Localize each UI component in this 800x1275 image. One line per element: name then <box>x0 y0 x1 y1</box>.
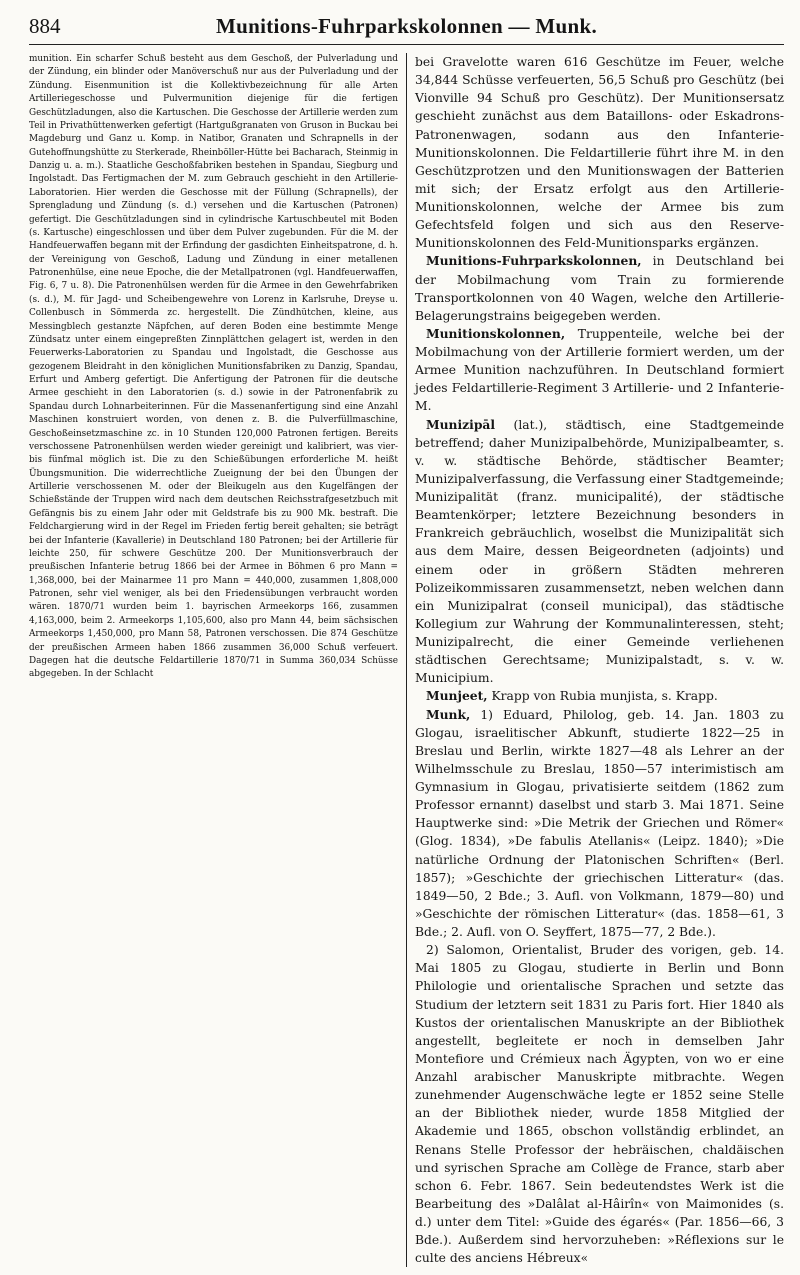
entry-text: 1) Eduard, Philolog, geb. 14. Jan. 1803 zu Glogau, israelitischer Abkunft, studierte 1822—25 in Breslau und Berlin, wirkte 1827—48 als Lehrer an der Wilhelmsschule zu Breslau, 1850—57 interimistisch am Gymnasium in Glogau, privatisierte seitdem (1862 zum Professor ernannt) daselbst und starb 3. Mai 1871. Seine Hauptwerke sind: »Die Metrik der Griechen und Römer« (Glog. 1834), »De fabulis Atellanis« (Leipz. 1840); »Die natürliche Ordnung der Platonischen Schriften« (Berl. 1857); »Geschichte der griechischen Litteratur« (das. 1849—50, 2 Bde.; 3. Aufl. von Volkmann, 1879—80) und »Geschichte der römischen Litteratur« (das. 1858—61, 3 Bde.; 2. Aufl. von O. Seyffert, 1875—77, 2 Bde.). <box>415 707 784 939</box>
entry-munitions-fuhrparkskolonnen <box>415 252 784 325</box>
entry-headword: Munizipāl <box>426 416 496 432</box>
entry-munizipal <box>415 416 784 688</box>
column-divider <box>406 53 407 1267</box>
paragraph: munition. Ein scharfer Schuß besteht aus dem Geschoß, der Pulverladung und der Zündung, ein blinder oder Manöverschuß nur aus der Pulverladung und der Zündung. Eisenmunition ist die Kollektivbezeichnung für alle Arten Artilleriegeschosse und Pulvermunition diejenige für die fertigen Geschützladungen, also die Kartuschen. Die Geschosse der Artillerie werden zum Teil in Privathüttenwerken gefertigt (Hartgußgranaten von Gruson in Buckau bei Magdeburg und Ganz u. Komp. in Natibor, Granaten und Schrapnells in der Gutehoffnungshütte zu Sterkerade, Rheinböller-Hütte bei Bacharach, Steinmig in Danzig u. a. m.). Staatliche Geschoßfabriken bestehen in Spandau, Siegburg und Ingolstadt. Das Fertigmachen der M. zum Gebrauch geschieht in den Artillerie-Laboratorien. Hier werden die Geschosse mit der Füllung (Schrapnells), der Sprengladung und Zündung (s. d.) versehen und die Kartuschen (Patronen) gefertigt. Die Geschützladungen sind in cylindrische Kartuschbeutel mit Boden (s. Kartusche) eingeschlossen und über dem Pulver zugebunden. Für die M. der Handfeuerwaffen begann mit der Erfindung der gasdichten Einheitspatrone, d. h. der Vereinigung von Geschoß, Ladung und Zündung in einer metallenen Patronenhülse, eine neue Epoche, die der Metallpatronen (vgl. Handfeuerwaffen, Fig. 6, 7 u. 8). Die Patronenhülsen werden für die Armee in den Gewehrfabriken (s. d.), M. für Jagd- und Scheibengewehre von Lorenz in Karlsruhe, Dreyse u. Collenbusch in Sömmerda zc. hergestellt. Die Zündhütchen, kleine, aus Messingblech gestanzte Näpfchen, auf deren Boden eine bestimmte Menge Zündsatz unter einem eingepreßten Zinnplättchen gelagert ist, werden in den Feuerwerks-Laboratorien zu Spandau und Ingolstadt, die Geschosse aus gezogenem Bleidraht in den königlichen Munitionsfabriken zu Danzig, Spandau, Erfurt und Amberg gefertigt. Die Anfertigung der Patronen für die deutsche Armee geschieht in den Laboratorien (s. d.) sowie in der Patronenfabrik zu Spandau durch Lohnarbeiterinnen. Für die Massenanfertigung sind eine Anzahl Maschinen konstruiert worden, von denen z. B. die Pulverfüllmaschine, Geschoßeinsetzmaschine zc. in 10 Stunden 120,000 Patronen fertigen. Bereits verschossene Patronenhülsen werden wieder gereinigt und kalibriert, was vier- bis fünfmal möglich ist. Die zu den Schießübungen erforderliche M. heißt Übungsmunition. Die widerrechtliche Zueignung der bei den Übungen der Artillerie verschossenen M. oder der Bleikugeln aus den Kugelfängen der Schießstände der Truppen wird nach dem deutschen Reichsstrafgesetzbuch mit Gefängnis bis zu einem Jahr oder mit Geldstrafe bis zu 900 Mk. bestraft. Die Feldchargierung wird in der Regel im Frieden fertig bereit gehalten; sie beträgt bei der Infanterie (Kavallerie) in Deutschland 180 Patronen; bei der Artillerie für leichte 250, für schwere Geschütze 200. Der Munitionsverbrauch der preußischen Infanterie betrug 1866 bei der Armee in Böhmen 6 pro Mann = 1,368,000, bei der Mainarmee 11 pro Mann = 440,000, zusammen 1,808,000 Patronen, sehr viel weniger, als bei den Friedensübungen verbraucht worden wären. 1870/71 wurden beim 1. bayrischen Armeekorps 166, zusammen 4,163,000, beim 2. Armeekorps 1,105,600, also pro Mann 44, beim sächsischen Armeekorps 1,450,000, pro Mann 58, Patronen verschossen. Die 874 Geschütze der preußischen Armeen haben 1866 zusammen 36,000 Schuß verfeuert. Dagegen hat die deutsche Feldartillerie 1870/71 in Summa 360,034 Schüsse abgegeben. In der Schlacht <box>29 54 398 680</box>
entry-text: (lat.), städtisch, eine Stadtgemeinde betreffend; daher Munizipalbehörde, Munizipalbeamter, s. v. w. städtische Behörde, städtischer Beamter; Munizipalverfassung, die Verfassung einer Stadtgemeinde; Munizipalität (franz. municipalité), der städtische Beamtenkörper; letztere Bezeichnung besonders in Frankreich gebräuchlich, woselbst die Munizipalität sich aus dem Maire, dessen Beigeordneten (adjoints) und einem oder in größern Städten mehreren Polizeikommissaren zusammensetzt, neben welchen dann ein Munizipalrat (conseil municipal), das städtische Kollegium zur Wahrung der Kommunalinteressen, steht; Munizipalrecht, die einer Gemeinde verliehenen städtischen Gerechtsame; Munizipalstadt, s. v. w. Municipium. <box>415 417 785 686</box>
entry-headword: Munjeet, <box>426 688 488 704</box>
running-title: Munitions-Fuhrparkskolonnen — Munk. <box>215 14 598 38</box>
entry-text: in Deutschland bei der Mobilmachung vom Train zu formierende Transportkolonnen von 40 Wagen, welche den Artillerie-Belagerungstrains beigegeben werden. <box>415 254 784 323</box>
entry-headword: Munitions-Fuhrparkskolonnen, <box>426 253 642 269</box>
paragraph: bei Gravelotte waren 616 Geschütze im Feuer, welche 34,844 Schüsse verfeuerten, 56,5 Schuß pro Geschütz (bei Vionville 94 Schuß pro Geschütz). Der Munitionsersatz geschieht zunächst aus dem Bataillons- oder Eskadrons-Patronenwagen, sodann aus den Infanterie-Munitionskolonnen. Die Feldartillerie führt ihre M. in den Geschützprotzen und den Munitionswagen der Batterien mit sich; der Ersatz erfolgt aus den Artillerie-Munitionskolonnen, welche der Armee bis zum Gefechtsfeld folgen und sich aus den Reserve-Munitionskolonnen des Feld-Munitionsparks ergänzen. <box>415 55 784 251</box>
entry-text: Truppenteile, welche bei der Mobilmachung von der Artillerie formiert werden, um der Armee Munition nachzuführen. In Deutschland formiert jedes Feldartillerie-Regiment 3 Artillerie- und 2 Infanterie-M. <box>415 326 784 414</box>
entry-headword: Munk, <box>426 706 471 722</box>
entry-text: Krapp von Rubia munjista, s. Krapp. <box>487 689 718 704</box>
text-columns <box>29 53 784 1267</box>
entry-headword: Munitionskolonnen, <box>426 325 566 341</box>
page-header <box>29 14 784 45</box>
left-column <box>29 53 398 1267</box>
page-number: 884 <box>29 14 61 38</box>
entry-text: 2) Salomon, Orientalist, Bruder des vorigen, geb. 14. Mai 1805 zu Glogau, studierte in Berlin und Bonn Philologie und orientalische Sprachen und setzte das Studium der letztern seit 1831 zu Paris fort. Hier 1840 als Kustos der orientalischen Manuskripte an der Bibliothek angestellt, begleitete er noch in demselben Jahr Montefiore und Crémieux nach Ägypten, von wo er eine Anzahl arabischer Manuskripte mitbrachte. Wegen zunehmender Augenschwäche legte er 1852 seine Stelle an der Bibliothek nieder, wurde 1858 Mitglied der Akademie und 1865, obschon vollständig erblindet, an Renans Stelle Professor der hebräischen, chaldäischen und syrischen Sprache am Collège de France, starb aber schon 6. Febr. 1867. Sein bedeutendstes Werk ist die Bearbeitung des »Dalâlat al-Hâirîn« von Maimonides (s. d.) unter dem Titel: »Guide des égarés« (Par. 1856—66, 3 Bde.). Außerdem sind hervorzuheben: »Réflexions sur le culte des anciens Hébreux« <box>415 943 784 1266</box>
entry-munitionskolonnen <box>415 325 784 416</box>
right-column <box>415 53 784 1267</box>
entry-munk-salomon <box>415 941 784 1267</box>
entry-munjeet <box>415 687 784 705</box>
entry-munk <box>415 706 784 942</box>
